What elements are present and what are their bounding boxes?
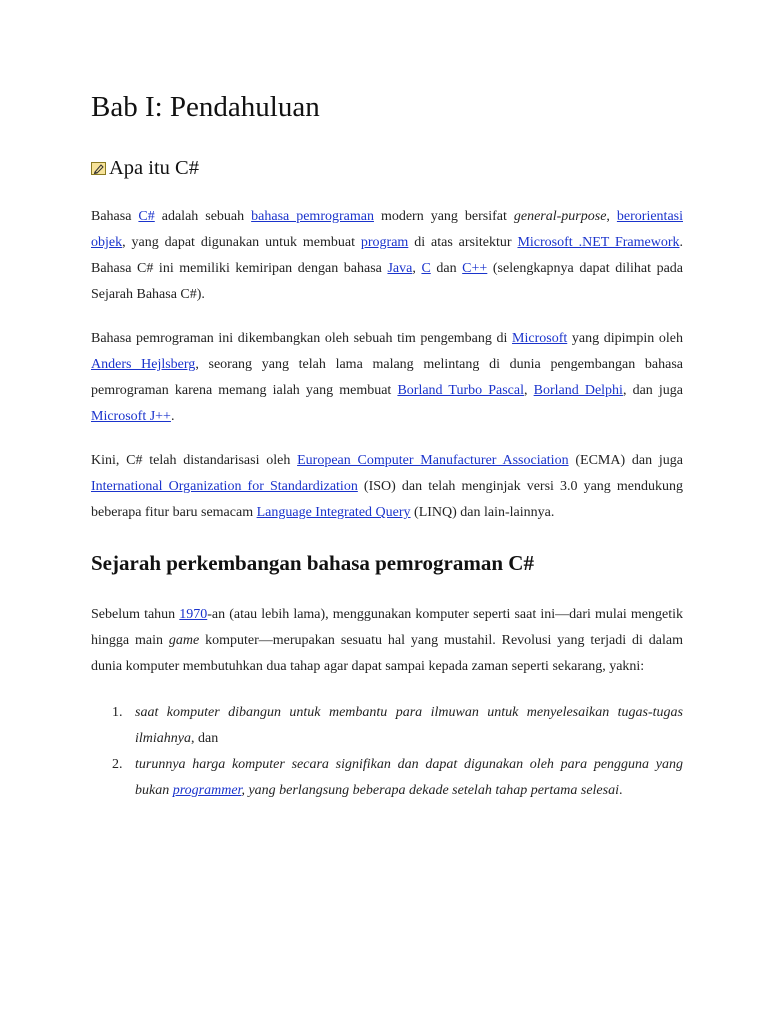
link-berorientasi-objek[interactable]: berorientasi objek xyxy=(91,209,683,250)
link-microsoft-jpp[interactable]: Microsoft J++ xyxy=(91,409,171,424)
text: Bahasa pemrograman ini dikembangkan oleh sebuah tim pengembang di xyxy=(91,331,513,346)
link-program[interactable]: program xyxy=(360,235,409,250)
link-linq[interactable]: Language Integrated Query xyxy=(256,505,411,520)
text: , dan juga xyxy=(622,383,683,398)
link-anders-hejlsberg[interactable]: Anders Hejlsberg xyxy=(91,357,196,372)
text: , yang dapat digunakan untuk membuat xyxy=(122,235,361,250)
link-dotnet-framework[interactable]: Microsoft .NET Framework xyxy=(517,235,680,250)
text: dan xyxy=(430,261,463,276)
paragraph-history xyxy=(91,602,683,680)
text: (ECMA) dan juga xyxy=(568,453,683,468)
link-iso[interactable]: International Organization for Standardization xyxy=(91,479,358,494)
text: , xyxy=(606,209,617,224)
list-item xyxy=(91,752,683,804)
text: (LINQ) dan lain-lainnya. xyxy=(410,505,555,520)
pencil-bullet-icon xyxy=(91,162,106,175)
text: di atas arsitektur xyxy=(408,235,518,250)
list-item xyxy=(91,700,683,752)
text: , dan xyxy=(191,731,219,746)
text: adalah sebuah xyxy=(154,209,252,224)
text: yang dipimpin oleh xyxy=(567,331,683,346)
italic-link-text: programmer xyxy=(172,783,242,798)
subtitle-text: Apa itu C# xyxy=(109,157,199,179)
paragraph-intro xyxy=(91,204,683,308)
text: komputer—merupakan sesuatu hal yang mustahil. Revolusi yang terjadi di dalam dunia komputer membutuhkan dua tahap agar dapat sampai kepada zaman seperti sekarang, yakni: xyxy=(91,633,683,674)
link-1970[interactable]: 1970 xyxy=(179,607,208,622)
text: , seorang yang telah lama malang melintang di dunia pengembangan bahasa pemrograman karena memang ialah yang membuat xyxy=(91,357,684,398)
italic-text: , yang berlangsung beberapa dekade setelah tahap pertama selesai xyxy=(241,783,619,798)
italic-text: game xyxy=(168,633,200,648)
text: . xyxy=(618,783,623,798)
link-borland-turbo-pascal[interactable]: Borland Turbo Pascal xyxy=(397,383,524,398)
chapter-title: Bab I: Pendahuluan xyxy=(91,91,320,123)
text: . Bahasa C# ini memiliki kemiripan dengan bahasa xyxy=(91,235,683,276)
paragraph-developer xyxy=(91,326,683,430)
text: , xyxy=(412,261,422,276)
link-csharp[interactable]: C# xyxy=(138,209,155,224)
italic-text: saat komputer dibangun untuk membantu para ilmuwan untuk menyelesaikan tugas-tugas ilmiahnya xyxy=(135,705,683,746)
list-number: 1. xyxy=(112,705,123,720)
text: modern yang bersifat xyxy=(373,209,514,224)
subtitle-heading xyxy=(91,154,683,182)
text: -an (atau lebih lama), menggunakan komputer seperti saat ini—dari mulai mengetik hingga main xyxy=(91,607,683,648)
paragraph-standardization xyxy=(91,448,683,526)
section-heading-history: Sejarah perkembangan bahasa pemrograman C# xyxy=(91,551,534,575)
text: . xyxy=(170,409,175,424)
link-microsoft[interactable]: Microsoft xyxy=(512,331,568,346)
text: Kini, C# telah distandarisasi oleh xyxy=(91,453,298,468)
link-bahasa-pemrograman[interactable]: bahasa pemrograman xyxy=(251,209,374,224)
link-borland-delphi[interactable]: Borland Delphi xyxy=(533,383,623,398)
link-cpp[interactable]: C++ xyxy=(462,261,488,276)
italic-text: general-purpose xyxy=(513,209,607,224)
link-programmer[interactable] xyxy=(173,783,242,798)
text: (selengkapnya dapat dilihat pada Sejarah Bahasa C#). xyxy=(91,261,684,302)
italic-text: turunnya harga komputer secara signifikan dan dapat digunakan oleh para pengguna yang bukan xyxy=(135,757,683,798)
text: Sebelum tahun xyxy=(91,607,180,622)
text: (ISO) dan telah menginjak versi 3.0 yang mendukung beberapa fitur baru semacam xyxy=(91,479,683,520)
link-ecma[interactable]: European Computer Manufacturer Association xyxy=(297,453,569,468)
link-java[interactable]: Java xyxy=(387,261,413,276)
text: , xyxy=(524,383,534,398)
revolution-stages-list xyxy=(91,700,683,804)
text: Bahasa xyxy=(91,209,139,224)
list-number: 2. xyxy=(112,757,123,772)
document-content xyxy=(91,88,683,804)
link-c[interactable]: C xyxy=(421,261,431,276)
